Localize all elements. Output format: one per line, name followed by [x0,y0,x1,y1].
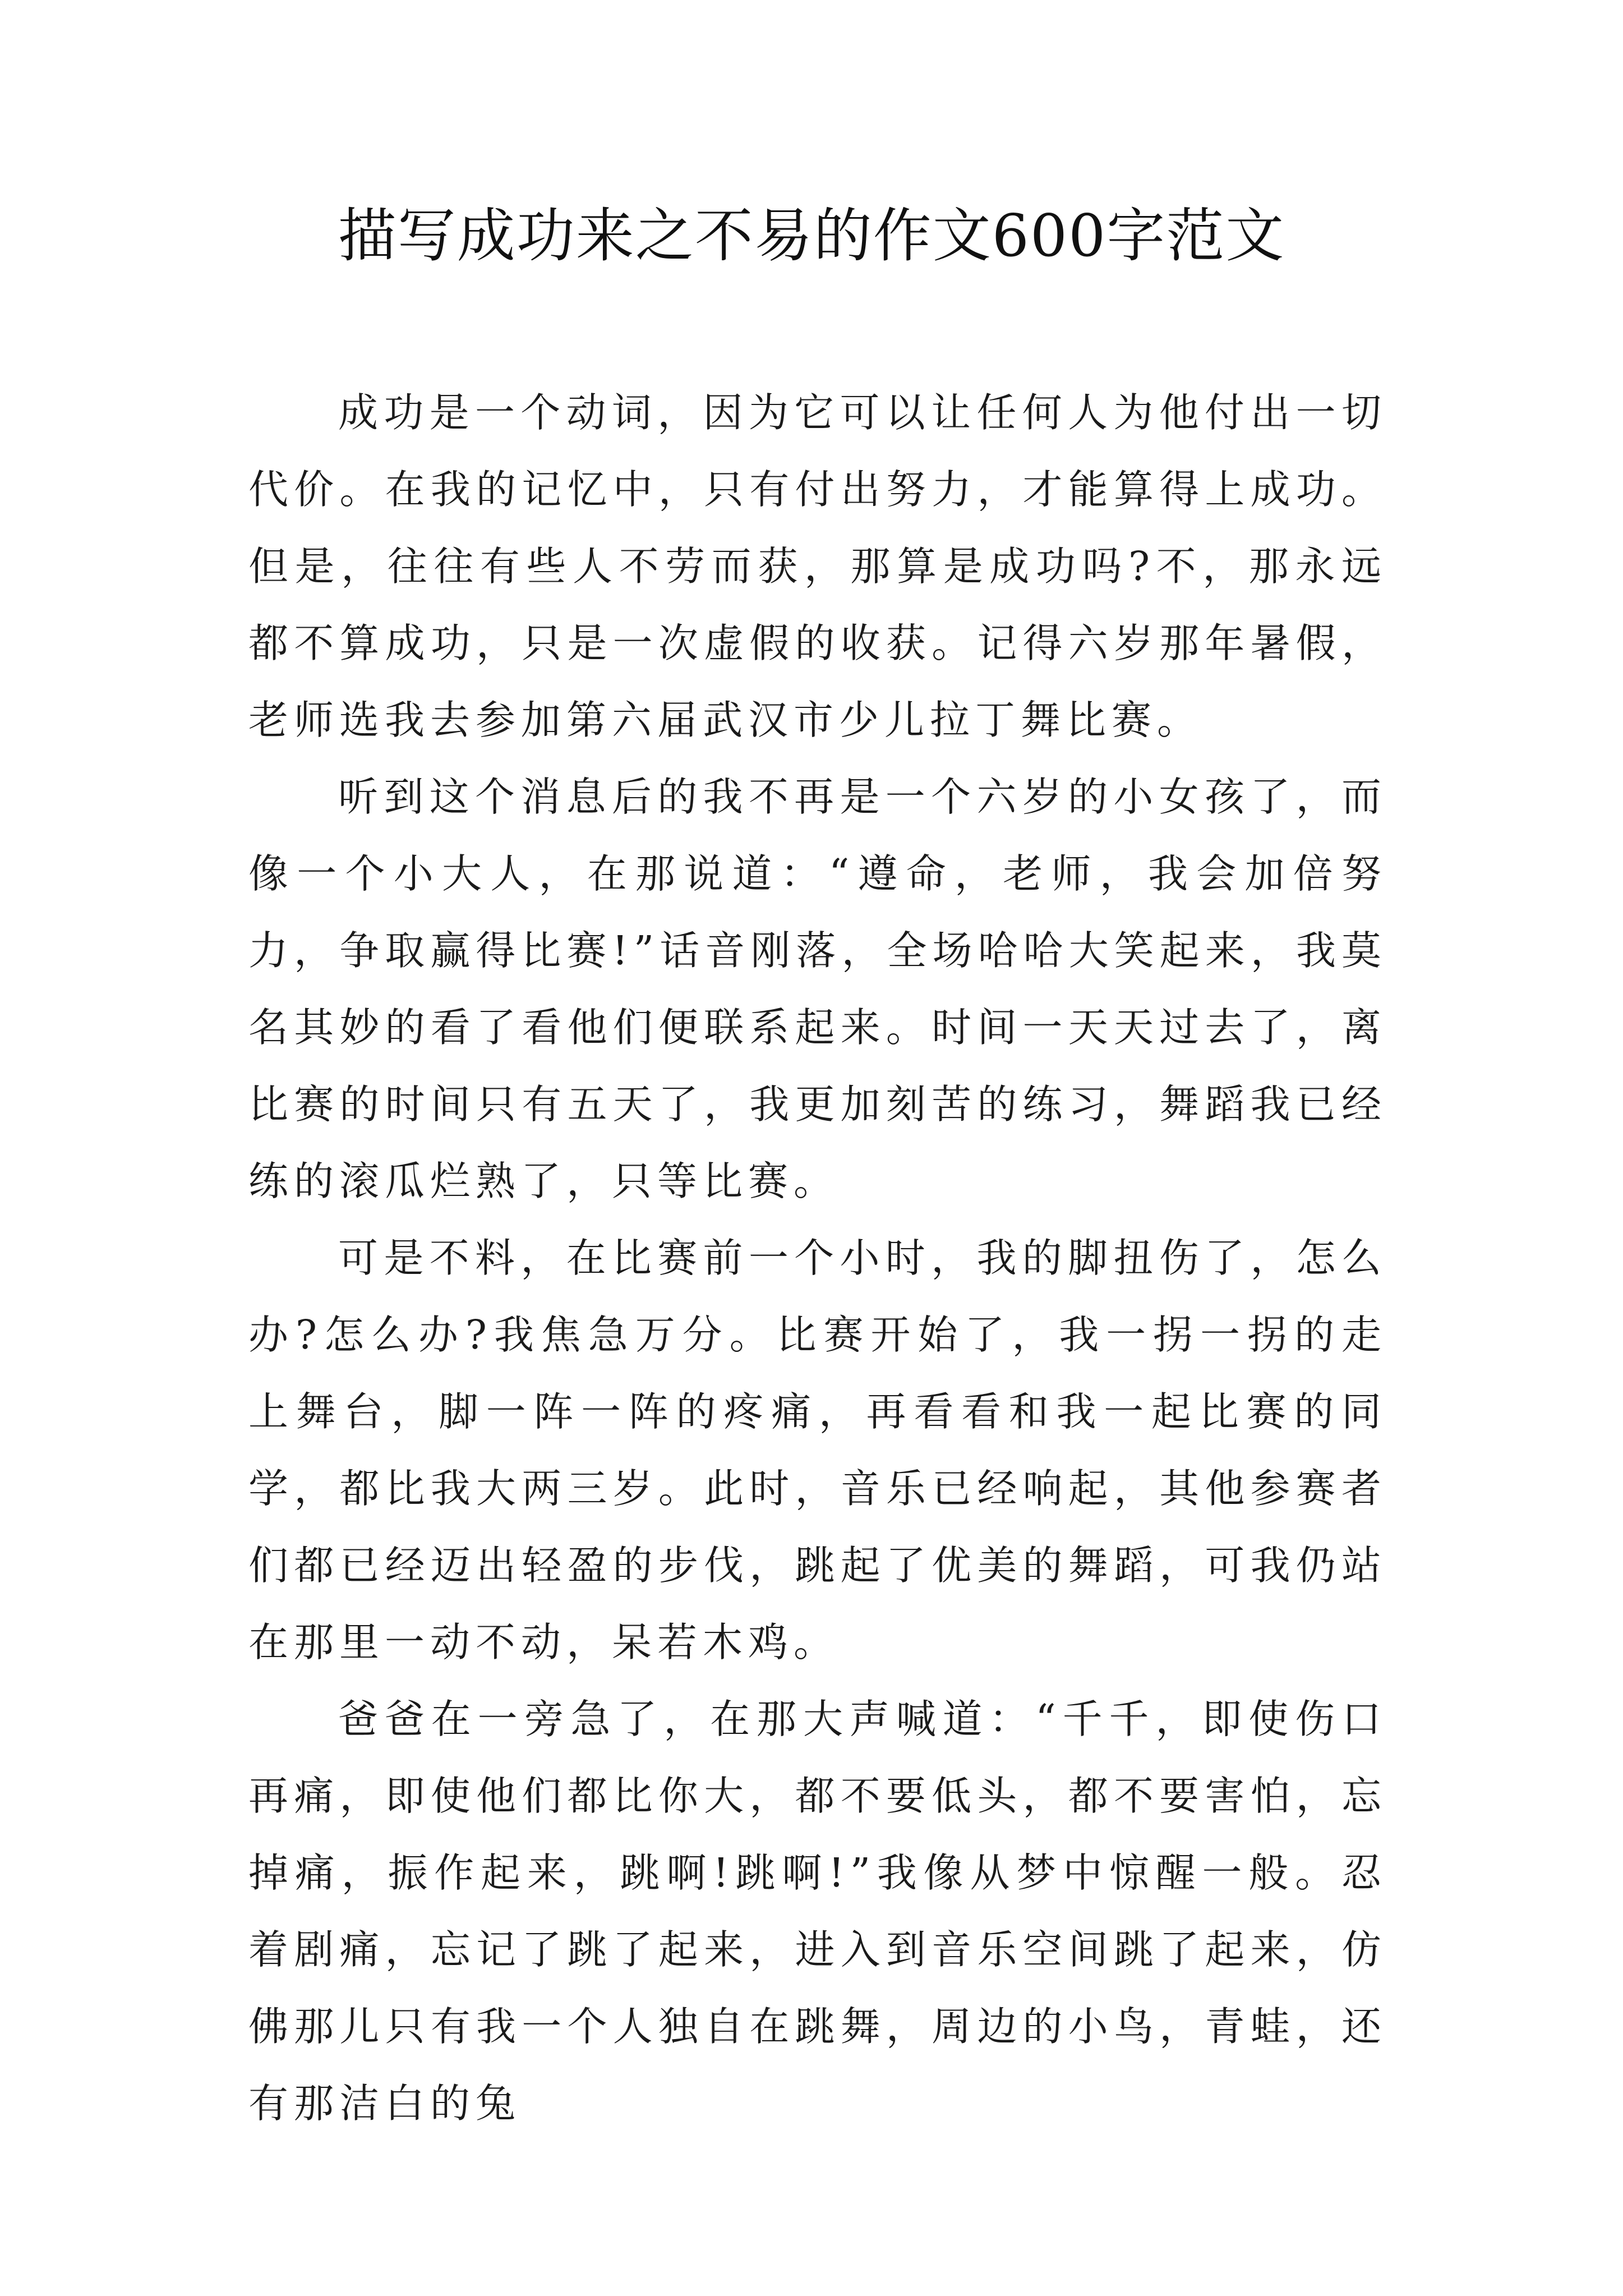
document-body [248,374,1387,2142]
paragraph: 听到这个消息后的我不再是一个六岁的小女孩了，而像一个小大人，在那说道：“遵命，老师，我会加倍努力，争取赢得比赛!”话音刚落，全场哈哈大笑起来，我莫名其妙的看了看他们便联系起来。时间一天天过去了，离比赛的时间只有五天了，我更加刻苦的练习，舞蹈我已经练的滚瓜烂熟了，只等比赛。 [248,774,1387,1204]
document-title: 描写成功来之不易的作文600字范文 [338,201,1285,270]
paragraph: 爸爸在一旁急了，在那大声喊道：“千千，即使伤口再痛，即使他们都比你大，都不要低头，都不要害怕，忘掉痛，振作起来，跳啊!跳啊!”我像从梦中惊醒一般。忍着剧痛，忘记了跳了起来，进入到音乐空间跳了起来，仿佛那儿只有我一个人独自在跳舞，周边的小鸟，青蛙，还有那洁白的兔 [248,1696,1387,2127]
paragraph: 可是不料，在比赛前一个小时，我的脚扭伤了，怎么办?怎么办?我焦急万分。比赛开始了，我一拐一拐的走上舞台，脚一阵一阵的疼痛，再看看和我一起比赛的同学，都比我大两三岁。此时，音乐已经响起，其他参赛者们都已经迈出轻盈的步伐，跳起了优美的舞蹈，可我仍站在那里一动不动，呆若木鸡。 [248,1235,1387,1665]
paragraph: 成功是一个动词，因为它可以让任何人为他付出一切代价。在我的记忆中，只有付出努力，才能算得上成功。但是，往往有些人不劳而获，那算是成功吗?不，那永远都不算成功，只是一次虚假的收获。记得六岁那年暑假，老师选我去参加第六届武汉市少儿拉丁舞比赛。 [248,389,1387,743]
